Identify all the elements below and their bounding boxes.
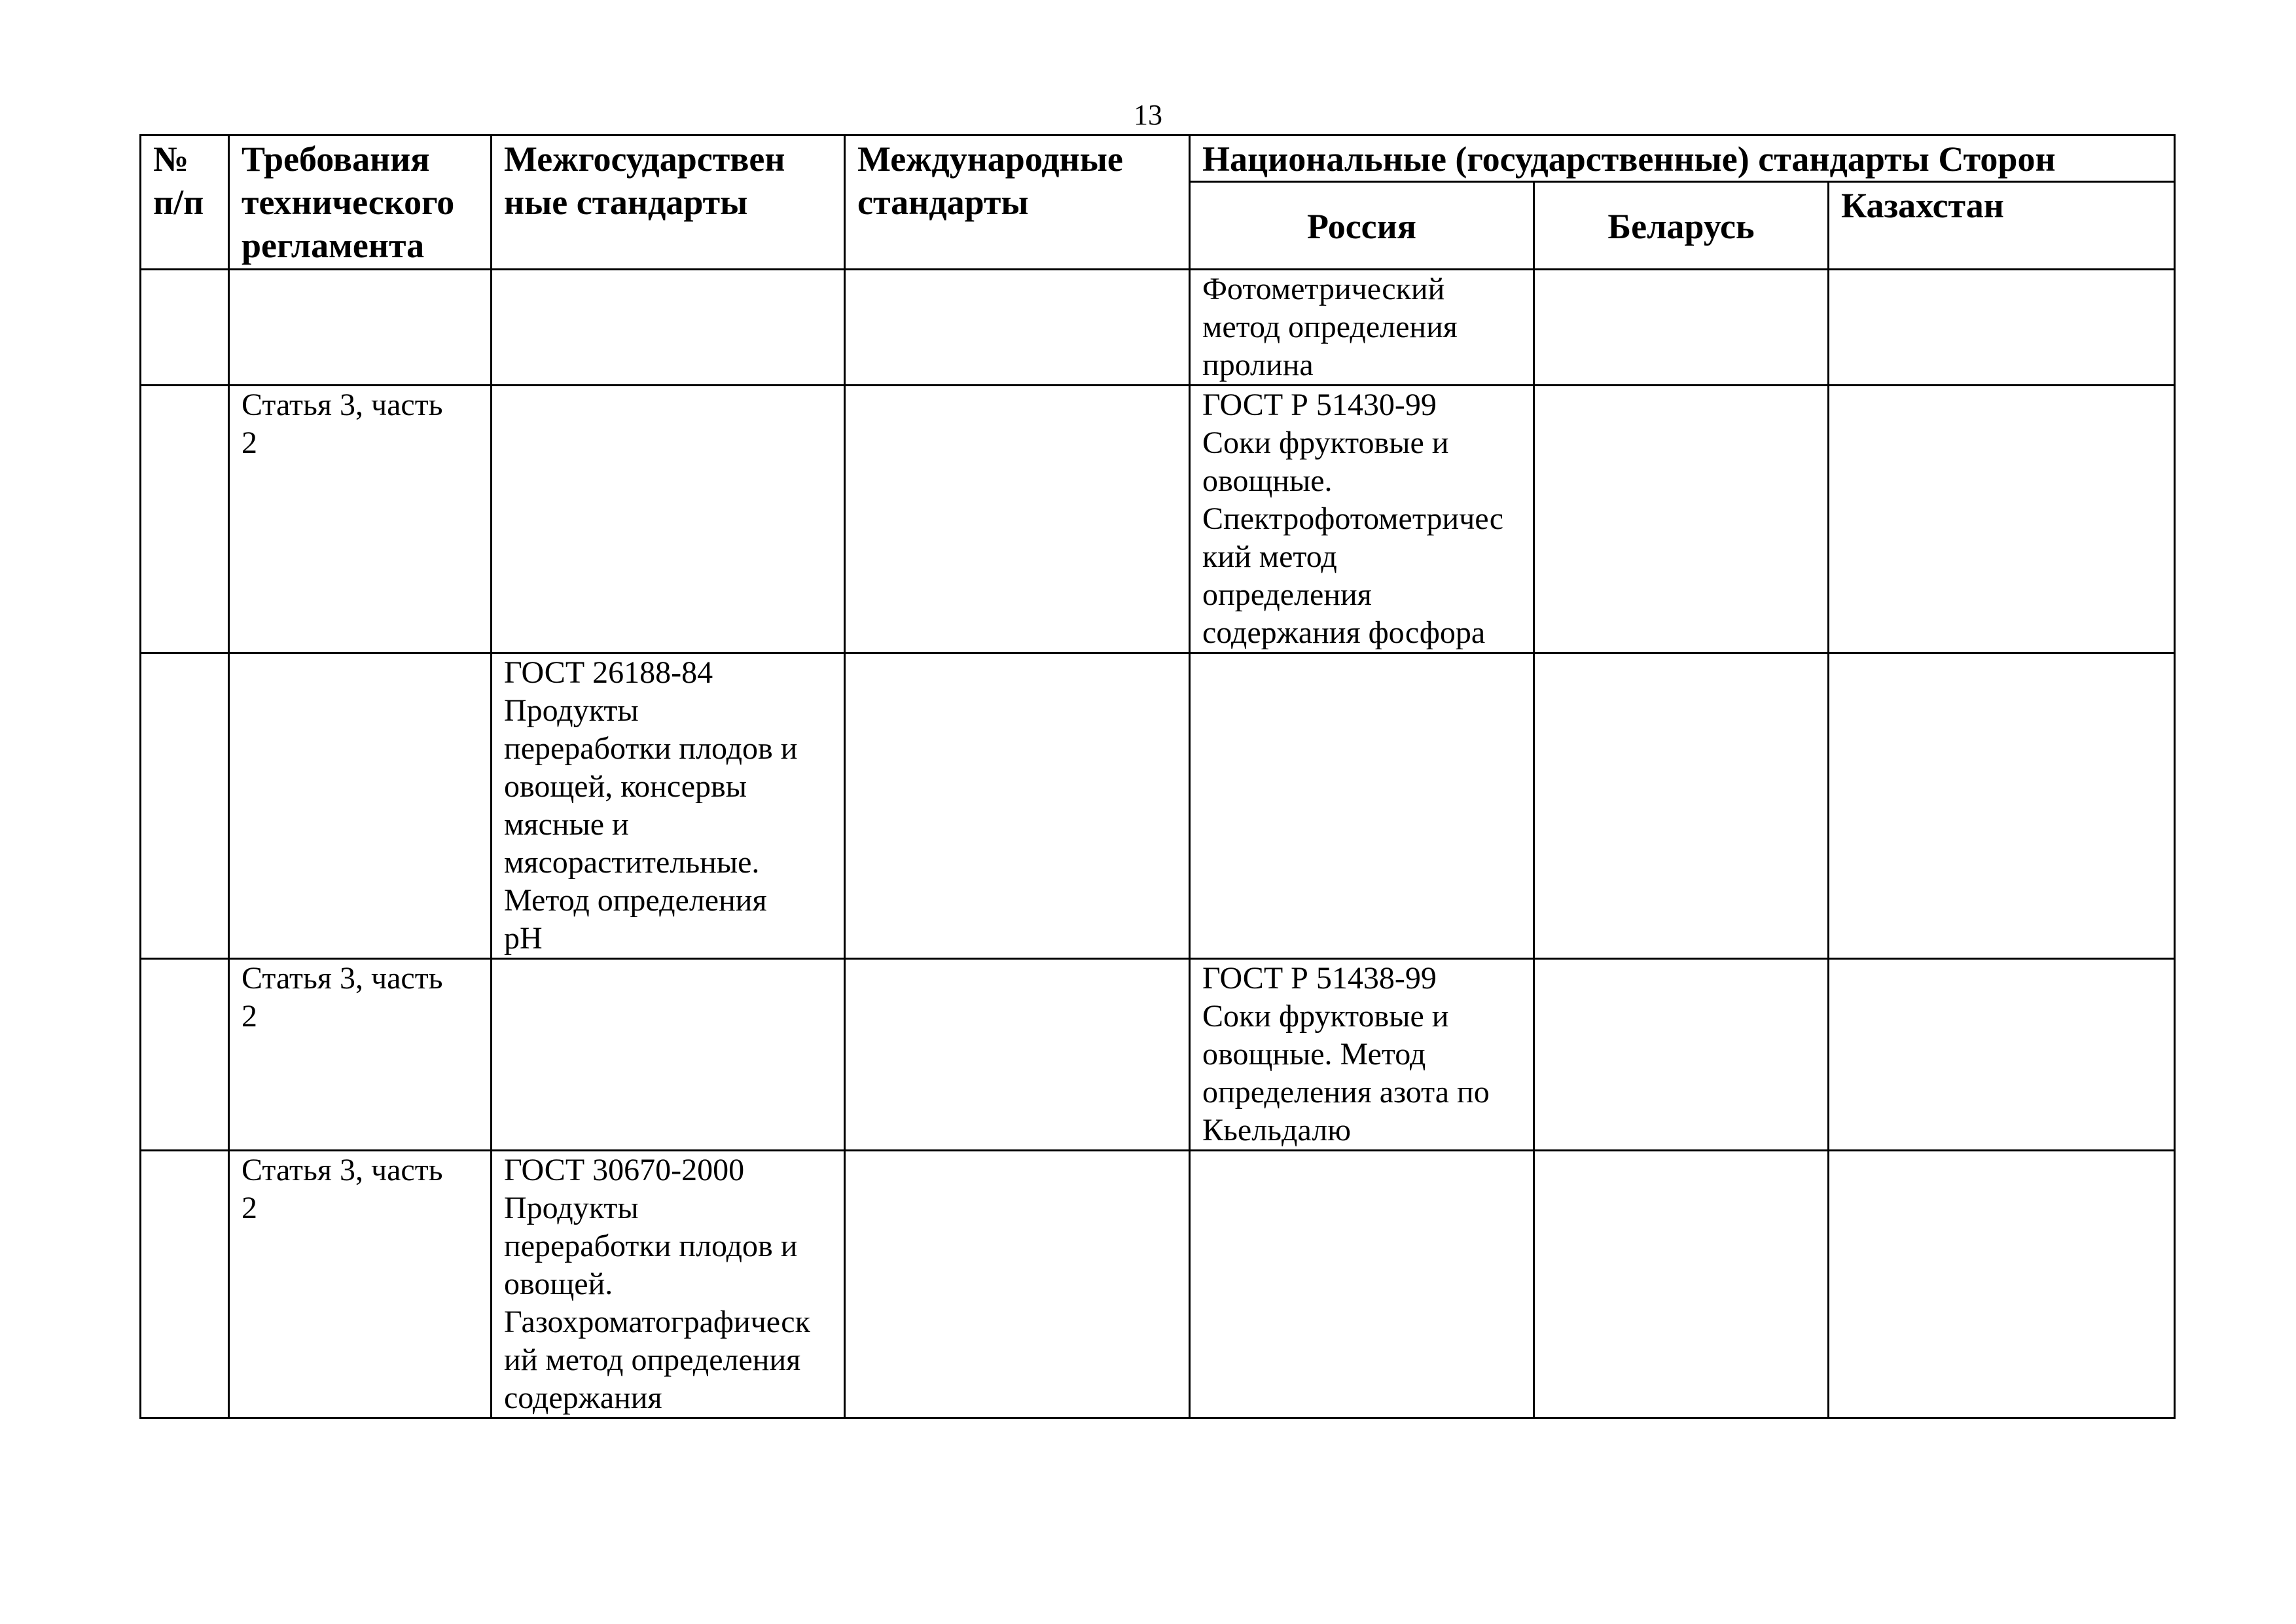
- cell-international: [845, 386, 1190, 653]
- header-belarus: Беларусь: [1534, 182, 1829, 270]
- cell-russia: [1190, 1151, 1534, 1418]
- header-requirements: Требования технического регламента: [229, 135, 492, 270]
- cell-russia: ГОСТ Р 51438-99 Соки фруктовые и овощные. Метод определения азота по Кьельдалю: [1190, 959, 1534, 1151]
- cell-interstate: [492, 386, 845, 653]
- cell-kazakhstan: [1829, 959, 2175, 1151]
- cell-kazakhstan: [1829, 270, 2175, 386]
- cell-requirements: [229, 653, 492, 959]
- header-interstate-standards: Межгосударствен ные стандарты: [492, 135, 845, 270]
- cell-russia: ГОСТ Р 51430-99 Соки фруктовые и овощные. Спектрофотометричес кий метод определения содержания фосфора: [1190, 386, 1534, 653]
- cell-belarus: [1534, 386, 1829, 653]
- cell-russia: [1190, 653, 1534, 959]
- cell-num: [141, 653, 229, 959]
- header-row-1: [141, 135, 2175, 182]
- cell-kazakhstan: [1829, 653, 2175, 959]
- cell-num: [141, 959, 229, 1151]
- cell-requirements: [229, 270, 492, 386]
- cell-requirements: Статья 3, часть 2: [229, 386, 492, 653]
- header-russia: Россия: [1190, 182, 1534, 270]
- cell-international: [845, 959, 1190, 1151]
- standards-table: [139, 134, 2176, 1419]
- cell-international: [845, 270, 1190, 386]
- page-number: 13: [1134, 99, 1162, 131]
- cell-num: [141, 1151, 229, 1418]
- table-row: [141, 1151, 2175, 1418]
- cell-belarus: [1534, 959, 1829, 1151]
- header-international-standards: Международные стандарты: [845, 135, 1190, 270]
- cell-requirements: Статья 3, часть 2: [229, 1151, 492, 1418]
- cell-requirements: Статья 3, часть 2: [229, 959, 492, 1151]
- table-row: [141, 959, 2175, 1151]
- cell-international: [845, 653, 1190, 959]
- cell-num: [141, 386, 229, 653]
- table-row: [141, 270, 2175, 386]
- table-row: [141, 386, 2175, 653]
- cell-belarus: [1534, 653, 1829, 959]
- cell-belarus: [1534, 270, 1829, 386]
- header-national-standards: Национальные (государственные) стандарты Сторон: [1190, 135, 2175, 182]
- cell-belarus: [1534, 1151, 1829, 1418]
- cell-interstate: [492, 959, 845, 1151]
- cell-interstate: ГОСТ 30670-2000 Продукты переработки плодов и овощей. Газохроматографическ ий метод определения содержания: [492, 1151, 845, 1418]
- table-row: [141, 653, 2175, 959]
- cell-interstate: ГОСТ 26188-84 Продукты переработки плодов и овощей, консервы мясные и мясорастительные. Метод определения pH: [492, 653, 845, 959]
- header-kazakhstan: Казахстан: [1829, 182, 2175, 270]
- cell-international: [845, 1151, 1190, 1418]
- cell-kazakhstan: [1829, 386, 2175, 653]
- cell-num: [141, 270, 229, 386]
- cell-interstate: [492, 270, 845, 386]
- cell-kazakhstan: [1829, 1151, 2175, 1418]
- header-num: № п/п: [141, 135, 229, 270]
- cell-russia: Фотометрический метод определения пролина: [1190, 270, 1534, 386]
